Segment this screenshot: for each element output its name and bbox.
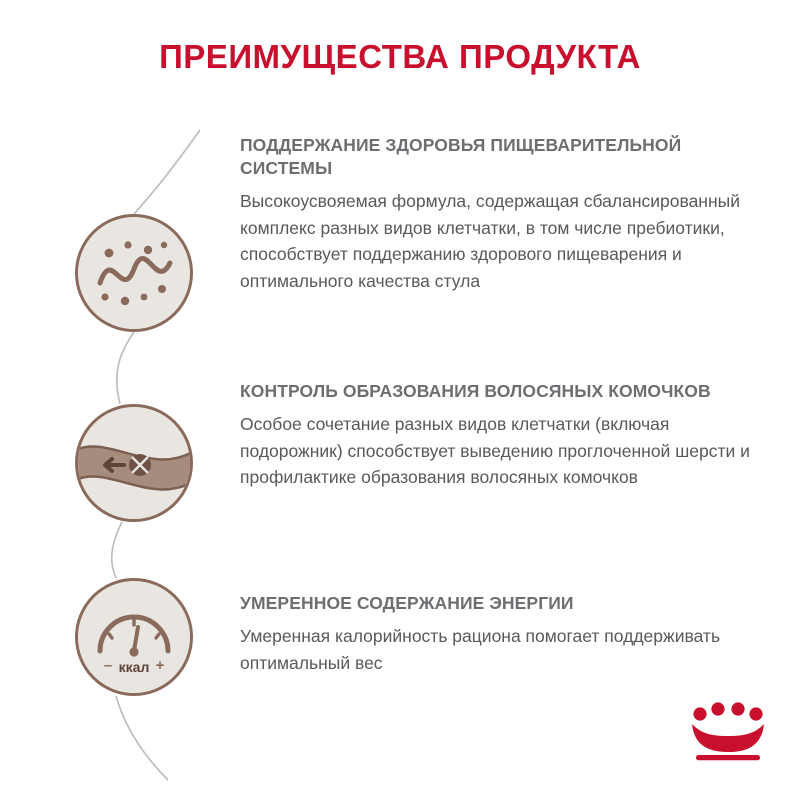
royal-canin-crown-logo bbox=[686, 702, 772, 764]
benefit-block-1 bbox=[240, 134, 760, 295]
icon-minus-label: – bbox=[103, 657, 113, 674]
benefit-heading-3: УМЕРЕННОЕ СОДЕРЖАНИЕ ЭНЕРГИИ bbox=[240, 593, 574, 613]
moderate-energy-icon bbox=[75, 578, 193, 696]
page-title: ПРЕИМУЩЕСТВА ПРОДУКТА bbox=[159, 38, 641, 75]
benefit-heading-2: КОНТРОЛЬ ОБРАЗОВАНИЯ ВОЛОСЯНЫХ КОМОЧКОВ bbox=[240, 381, 711, 401]
icon-kcal-label: ккал bbox=[118, 659, 150, 675]
benefit-body-2: Особое сочетание разных видов клетчатки (включая подорожник) способствует выведению проглоченной шерсти и профилактике образования волосяных комочков bbox=[240, 414, 750, 488]
benefit-body-3: Умеренная калорийность рациона помогает поддерживать оптимальный вес bbox=[240, 626, 721, 673]
hairball-control-icon bbox=[75, 404, 193, 522]
digestive-health-icon bbox=[75, 214, 193, 332]
icon-plus-label: + bbox=[155, 657, 165, 674]
benefit-body-1: Высокоусвояемая формула, содержащая сбалансированный комплекс разных видов клетчатки, в том числе пребиотики, способствует поддержанию здорового пищеварения и оптимального качества стула bbox=[240, 191, 740, 291]
benefit-block-3 bbox=[240, 592, 760, 676]
benefit-heading-1: ПОДДЕРЖАНИЕ ЗДОРОВЬЯ ПИЩЕВАРИТЕЛЬНОЙ СИСТЕМЫ bbox=[240, 135, 682, 179]
benefit-block-2 bbox=[240, 380, 760, 491]
